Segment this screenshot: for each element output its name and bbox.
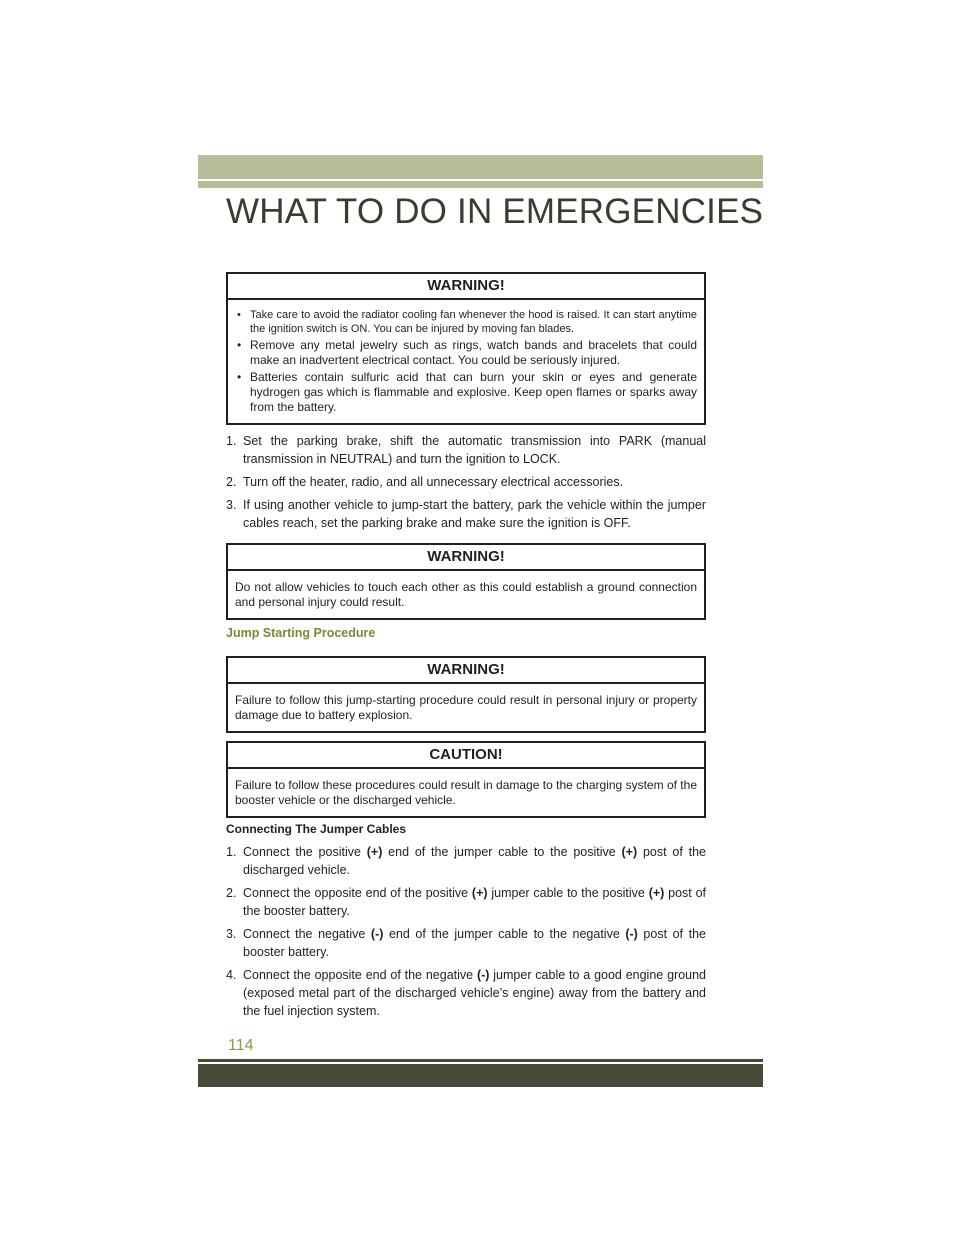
list-item — [226, 843, 706, 879]
warning-bullet: • Take care to avoid the radiator cooling fan whenever the hood is raised. It can start anytime the ignition switch is ON. You can be injured by moving fan blades. — [235, 308, 697, 336]
list-item — [226, 432, 706, 468]
warning-bullet: • Batteries contain sulfuric acid that can burn your skin or eyes and generate hydrogen gas which is flammable and explosive. Keep open flames or sparks away from the battery. — [235, 370, 697, 415]
step-number: 2. — [226, 886, 237, 900]
warning-title: WARNING! — [228, 545, 704, 571]
list-item — [226, 925, 706, 961]
step-number: 1. — [226, 845, 237, 859]
step-number: 4. — [226, 968, 237, 982]
step-number: 1. — [226, 434, 237, 448]
header-band — [198, 155, 763, 179]
warning-box-fan — [226, 272, 706, 425]
step-number: 2. — [226, 475, 237, 489]
step-text: Connect the opposite end of the negative (-) jumper cable to a good engine ground (exposed metal part of the discharged vehicle’s engine) away from the battery and the fuel injection system. — [243, 968, 706, 1018]
footer-band — [198, 1064, 763, 1087]
jump-starting-heading: Jump Starting Procedure — [226, 626, 376, 640]
step-number: 3. — [226, 498, 237, 512]
step-text: Set the parking brake, shift the automatic transmission into PARK (manual transmission in NEUTRAL) and turn the ignition to LOCK. — [243, 434, 706, 466]
footer-rule — [198, 1059, 763, 1062]
warning-text: Do not allow vehicles to touch each other as this could establish a ground connection and personal injury could result. — [235, 580, 697, 609]
list-item — [226, 473, 706, 491]
warning-bullet: • Remove any metal jewelry such as rings, watch bands and bracelets that could make an inadvertent electrical contact. You could be seriously injured. — [235, 338, 697, 368]
warning-title: WARNING! — [228, 658, 704, 684]
header-rule — [198, 181, 763, 188]
connecting-cables-heading: Connecting The Jumper Cables — [226, 822, 407, 836]
caution-box — [226, 741, 706, 818]
step-text: If using another vehicle to jump-start the battery, park the vehicle within the jumper cables reach, set the parking brake and make sure the ignition is OFF. — [243, 498, 706, 530]
step-text: Connect the opposite end of the positive (+) jumper cable to the positive (+) post of the booster battery. — [243, 886, 707, 918]
step-text: Turn off the heater, radio, and all unnecessary electrical accessories. — [243, 475, 624, 489]
warning-box-explosion — [226, 656, 706, 733]
step-number: 3. — [226, 927, 237, 941]
page-number: 114 — [228, 1037, 254, 1054]
list-item — [226, 884, 706, 920]
caution-text: Failure to follow these procedures could result in damage to the charging system of the booster vehicle or the discharged vehicle. — [235, 778, 697, 807]
list-item — [226, 966, 706, 1020]
list-item — [226, 496, 706, 532]
warning-title: WARNING! — [228, 274, 704, 300]
section-title: WHAT TO DO IN EMERGENCIES — [226, 192, 764, 231]
warning-body — [228, 300, 704, 423]
step-text: Connect the negative (-) end of the jumper cable to the negative (-) post of the booster battery. — [243, 927, 706, 959]
warning-text: Failure to follow this jump-starting procedure could result in personal injury or property damage due to battery explosion. — [235, 693, 697, 722]
caution-title: CAUTION! — [228, 743, 704, 769]
warning-box-vehicles — [226, 543, 706, 620]
step-text: Connect the positive (+) end of the jumper cable to the positive (+) post of the discharged vehicle. — [243, 845, 706, 877]
